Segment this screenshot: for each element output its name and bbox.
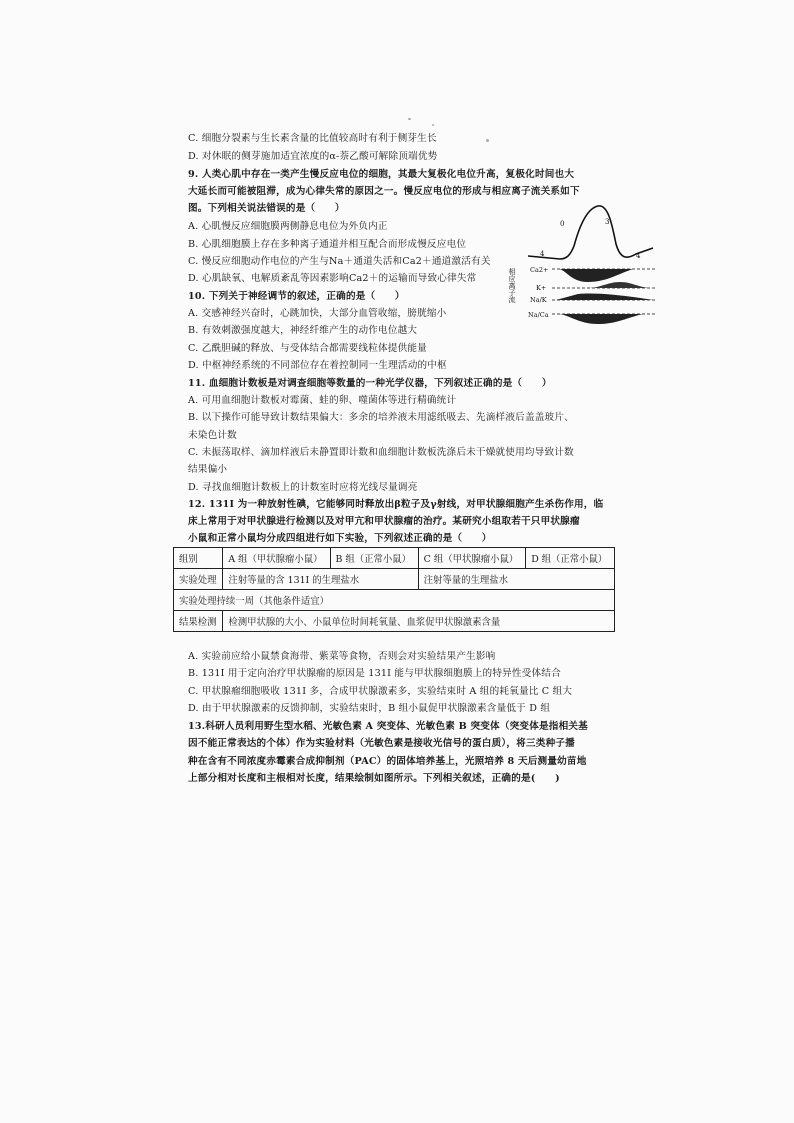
option-line: D. 心肌缺氧、电解质紊乱等因素影响Ca2＋的运输而导致心律失常 [188, 273, 477, 284]
question-11-stem: 11. 血细胞计数板是对调查细胞等数量的一种光学仪器，下列叙述正确的是（ ） [188, 378, 552, 389]
ion-label: K+ [536, 284, 547, 292]
option-line: D. 对休眠的侧芽施加适宜浓度的α-萘乙酸可解除顶端优势 [188, 151, 438, 162]
scan-speck [486, 139, 489, 142]
table-cell: A 组（甲状腺瘤小鼠） [223, 548, 330, 569]
question-9-stem: 9. 人类心肌中存在一类产生慢反应电位的细胞，其最大复极化电位升高，复极化时间也大 [188, 169, 575, 180]
action-potential-curve [528, 206, 653, 259]
ca-current [558, 269, 633, 282]
table-row [174, 590, 615, 611]
scan-speck [408, 118, 411, 120]
question-13-stem: 13.科研人员利用野生型水稻、光敏色素 A 突变体、光敏色素 B 突变体（突变体是指相关基 [188, 721, 588, 732]
option-line: D. 由于甲状腺激素的反馈抑制，实验结束时，B 组小鼠促甲状腺激素含量低于 D 组 [188, 703, 551, 714]
table-row [174, 611, 615, 632]
option-line: B. 131I 用于定向治疗甲状腺瘤的原因是 131I 能与甲状腺细胞膜上的特异性受体结合 [188, 668, 561, 679]
ion-current-side-label: 相应离子流 [508, 268, 516, 303]
na-ca-current [558, 314, 643, 324]
option-line: D. 中枢神经系统的不同部位存在着控制同一生理活动的中枢 [188, 360, 447, 371]
question-13-stem: 因不能正常表达的个体）作为实验材料（光敏色素是接收光信号的蛋白质），将三类种子播 [188, 738, 575, 749]
option-line: C. 甲状腺瘤细胞吸收 131I 多，合成甲状腺激素多，实验结束时 A 组的耗氧量比 C 组大 [188, 686, 573, 697]
ion-label: Ca2+ [530, 266, 549, 274]
question-13-stem: 种在含有不同浓度赤霉素合成抑制剂（PAC）的固体培养基上，光照培养 8 天后测量幼苗地 [188, 756, 587, 767]
question-12-stem: 小鼠和正常小鼠均分成四组进行如下实验，下列叙述正确的是（ ） [188, 533, 492, 544]
question-9-stem: 图。下列相关说法错误的是（ ） [188, 203, 345, 214]
table-cell: 注射等量的生理盐水 [418, 569, 614, 590]
phase-label: 3 [605, 218, 610, 226]
option-line: C. 未振荡取样、滴加样液后未静置即计数和血细胞计数板洗涤后未干燥就使用均导致计数 [188, 447, 574, 458]
k-current [588, 282, 648, 288]
phase-label: 0 [560, 220, 565, 228]
ion-current-diagram [508, 196, 658, 326]
question-9-stem: 大延长而可能被阻滞，成为心律失常的原因之一。慢反应电位的形成与相应离子流关系如下 [188, 186, 580, 197]
option-line: A. 心肌慢反应细胞膜两侧静息电位为外负内正 [188, 221, 388, 232]
phase-label: 4 [636, 252, 641, 260]
option-line: 未染色计数 [188, 430, 237, 441]
option-line: 结果偏小 [188, 464, 228, 475]
experiment-table [173, 547, 615, 632]
table-cell: B 组（正常小鼠） [330, 548, 418, 569]
table-cell: 注射等量的含 131I 的生理盐水 [223, 569, 418, 590]
table-cell: 结果检测 [174, 611, 223, 632]
table-cell: D 组（正常小鼠） [526, 548, 615, 569]
option-line: A. 实验前应给小鼠禁食海带、紫菜等食物，否则会对实验结果产生影响 [188, 651, 496, 662]
phase-label: 4 [540, 250, 545, 258]
option-line: A. 可用血细胞计数板对霉菌、蛙的卵、噬菌体等进行精确统计 [188, 395, 457, 406]
option-line: C. 慢反应细胞动作电位的产生与Na＋通道失活和Ca2＋通道激活有关 [188, 256, 491, 267]
ion-label: Na/K [530, 296, 547, 304]
table-cell: 实验处理 [174, 569, 223, 590]
question-12-stem: 12. 131I 为一种放射性碘，它能够同时释放出β粒子及γ射线，对甲状腺细胞产生杀伤作用，临 [188, 499, 604, 510]
option-line: B. 有效刺激强度越大，神经纤维产生的动作电位越大 [188, 325, 418, 336]
question-10-stem: 10. 下列关于神经调节的叙述，正确的是（ ） [188, 291, 405, 302]
option-line: B. 心肌细胞膜上存在多种离子通道并相互配合而形成慢反应电位 [188, 239, 467, 250]
ion-label: Na/Ca [528, 311, 549, 319]
question-13-stem: 上部分相对长度和主根相对长度，结果绘制如图所示。下列相关叙述，正确的是( ) [188, 773, 560, 784]
na-k-current [556, 293, 653, 300]
table-cell: 实验处理持续一周（其他条件适宜） [174, 590, 615, 611]
table-cell: 检测甲状腺的大小、小鼠单位时间耗氧量、血浆促甲状腺激素含量 [223, 611, 615, 632]
option-line: C. 乙酰胆碱的释放、与受体结合都需要线粒体提供能量 [188, 343, 427, 354]
table-row [174, 548, 615, 569]
option-line: A. 交感神经兴奋时，心跳加快，大部分血管收缩，膀胱缩小 [188, 308, 447, 319]
question-12-stem: 床上常用于对甲状腺进行检测以及对甲亢和甲状腺瘤的治疗。某研究小组取若干只甲状腺瘤 [188, 516, 580, 527]
table-cell: 组别 [174, 548, 223, 569]
option-line: B. 以下操作可能导致计数结果偏大：多余的培养液未用滤纸吸去、先滴样液后盖盖玻片、 [188, 412, 574, 423]
option-line: C. 细胞分裂素与生长素含量的比值较高时有利于侧芽生长 [188, 133, 437, 144]
table-cell: C 组（甲状腺瘤小鼠） [418, 548, 526, 569]
option-line: D. 寻找血细胞计数板上的计数室时应将光线尽量调亮 [188, 482, 418, 493]
scan-speck [432, 124, 434, 126]
table-row [174, 569, 615, 590]
